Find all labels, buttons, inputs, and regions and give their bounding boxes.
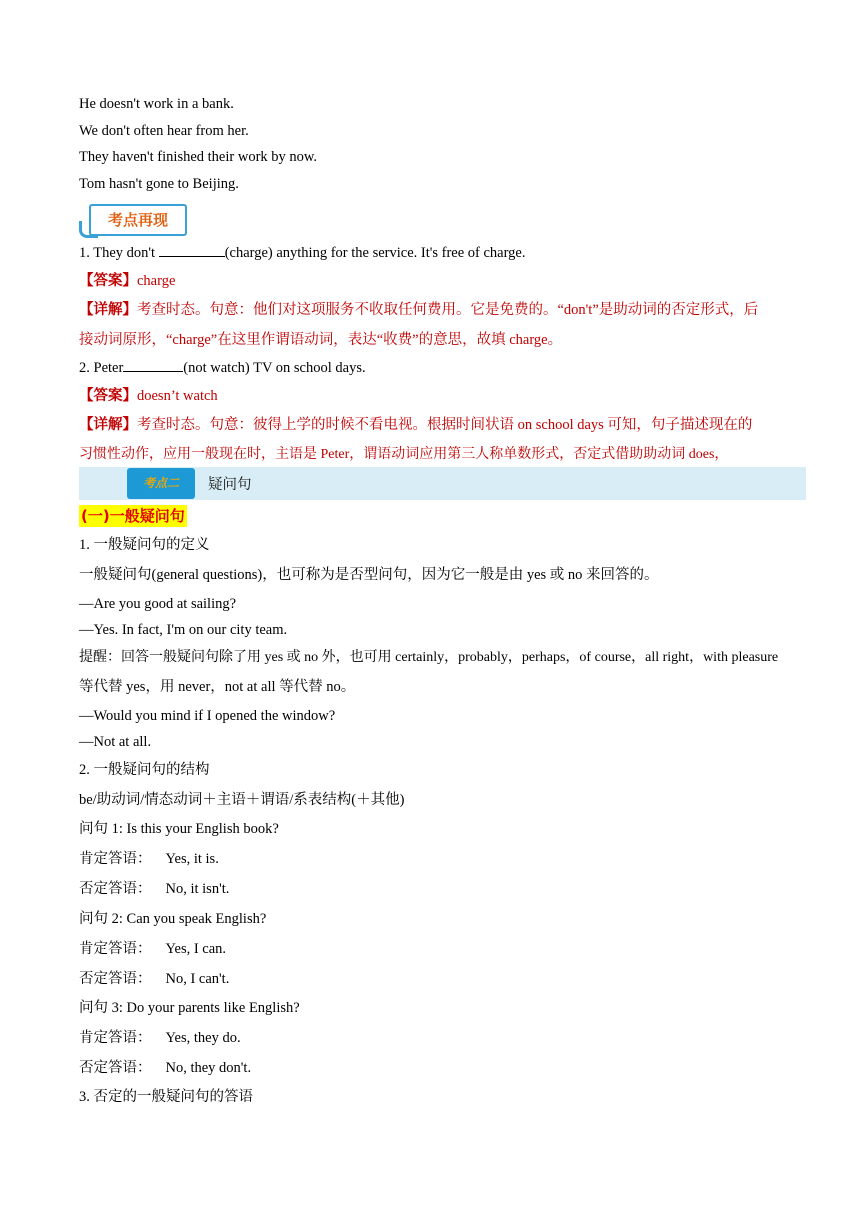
definition-text: 一般疑问句(general questions)，也可称为是否型问句，因为它一般是由 yes 或 no 来回答的。 xyxy=(79,567,659,583)
question-1 xyxy=(79,243,526,263)
example-sentence: He doesn't work in a bank. xyxy=(79,96,234,112)
negative-label: 否定答语： xyxy=(79,1060,152,1076)
positive-answer xyxy=(79,939,226,959)
section-1-title: 1. 一般疑问句的定义 xyxy=(79,537,210,553)
positive-label: 肯定答语： xyxy=(79,941,152,957)
question-2-answer xyxy=(79,386,218,406)
example-question: 问句 3: Do your parents like English? xyxy=(79,1000,300,1016)
positive-answer xyxy=(79,1028,241,1048)
dialogue-question: —Are you good at sailing? xyxy=(79,596,237,612)
question-2-prefix: 2. Peter xyxy=(79,360,124,376)
positive-answer xyxy=(79,849,219,869)
question-1-detail-cont: 接动词原形，“charge”在这里作谓语动词，表达“收费”的意思，故填 charge。 xyxy=(79,332,563,348)
question-2-detail-cont: 习惯性动作，应用一般现在时，主语是 Peter，谓语动词应用第三人称单数形式，否定式借助助动词 does， xyxy=(79,447,729,462)
dialogue-question: —Would you mind if I opened the window? xyxy=(79,708,336,724)
section-tag-label: 考点二 xyxy=(142,476,179,490)
tip-text-cont: 等代替 yes，用 never，not at all 等代替 no。 xyxy=(79,679,356,695)
negative-text: No, they don't. xyxy=(165,1060,252,1076)
section-2-title: 2. 一般疑问句的结构 xyxy=(79,762,210,778)
answer-text: doesn’t watch xyxy=(137,388,218,404)
detail-text: 考查时态。句意：彼得上学的时候不看电视。根据时间状语 on school days 可知，句子描述现在的 xyxy=(137,417,753,433)
dialogue-answer: —Yes. In fact, I'm on our city team. xyxy=(79,622,288,638)
negative-answer xyxy=(79,969,229,989)
positive-label: 肯定答语： xyxy=(79,851,152,867)
exam-review-badge xyxy=(79,201,189,235)
detail-tag: 【详解】 xyxy=(79,417,137,433)
negative-text: No, I can't. xyxy=(165,971,230,987)
badge-label: 考点再现 xyxy=(107,211,168,229)
badge-box xyxy=(89,204,187,236)
question-2 xyxy=(79,358,366,378)
example-question: 问句 2: Can you speak English? xyxy=(79,911,267,927)
section-3-title: 3. 否定的一般疑问句的答语 xyxy=(79,1089,253,1105)
section-banner xyxy=(79,467,806,500)
question-1-prefix: 1. They don't xyxy=(79,245,159,261)
positive-label: 肯定答语： xyxy=(79,1030,152,1046)
negative-label: 否定答语： xyxy=(79,881,152,897)
positive-text: Yes, I can. xyxy=(165,941,227,957)
positive-text: Yes, they do. xyxy=(165,1030,241,1046)
section-tag xyxy=(127,468,195,499)
answer-tag: 【答案】 xyxy=(79,388,137,404)
negative-label: 否定答语： xyxy=(79,971,152,987)
detail-text: 考查时态。句意：他们对这项服务不收取任何费用。它是免费的。“don't”是助动词的否定形式，后 xyxy=(137,302,759,318)
positive-text: Yes, it is. xyxy=(165,851,219,867)
question-1-suffix: (charge) anything for the service. It's free of charge. xyxy=(224,245,526,261)
question-2-detail xyxy=(79,415,752,435)
example-sentence: They haven't finished their work by now. xyxy=(79,149,318,165)
answer-blank xyxy=(123,358,183,372)
dialogue-answer: —Not at all. xyxy=(79,734,152,750)
example-question: 问句 1: Is this your English book? xyxy=(79,821,279,837)
answer-blank xyxy=(159,243,225,257)
question-1-answer xyxy=(79,271,175,291)
structure-formula: be/助动词/情态动词＋主语＋谓语/系表结构(＋其他) xyxy=(79,792,405,808)
question-2-suffix: (not watch) TV on school days. xyxy=(183,360,366,376)
detail-tag: 【详解】 xyxy=(79,302,137,318)
section-title: 疑问句 xyxy=(208,477,252,493)
answer-tag: 【答案】 xyxy=(79,273,137,289)
example-sentence: We don't often hear from her. xyxy=(79,123,249,139)
negative-answer xyxy=(79,879,229,899)
subsection-heading: (一)一般疑问句 xyxy=(81,507,185,525)
question-1-detail xyxy=(79,300,758,320)
answer-text: charge xyxy=(137,273,176,289)
negative-text: No, it isn't. xyxy=(165,881,230,897)
tip-text: 提醒：回答一般疑问句除了用 yes 或 no 外，也可用 certainly，probably，perhaps，of course，all right，with pleasure xyxy=(79,650,779,665)
example-sentence: Tom hasn't gone to Beijing. xyxy=(79,176,239,192)
negative-answer xyxy=(79,1058,251,1078)
